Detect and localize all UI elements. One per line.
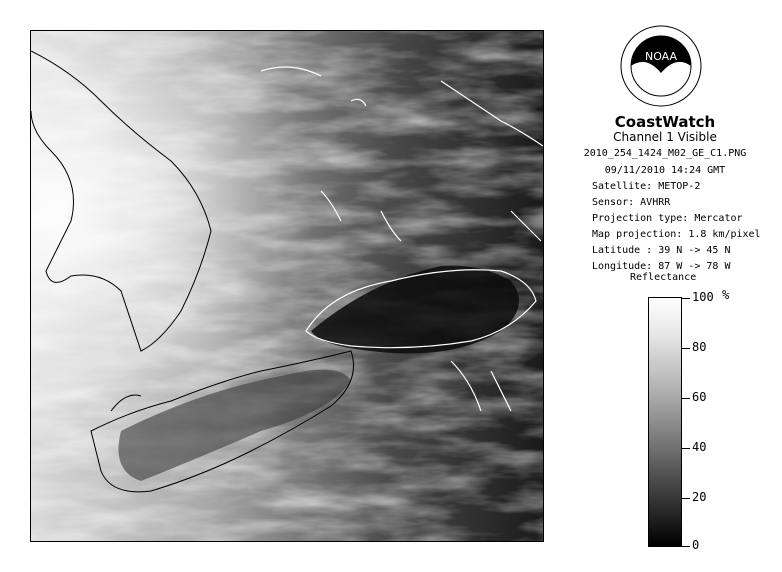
tick-label-0: 0: [692, 538, 700, 552]
filename: 2010_254_1424_M02_GE_C1.PNG: [583, 148, 747, 159]
noaa-logo-icon: [620, 25, 702, 107]
satellite-image: [30, 30, 544, 542]
tick-label-40: 40: [692, 440, 707, 454]
map-projection: Map projection: 1.8 km/pixel: [592, 229, 761, 240]
satellite-image-svg: [31, 31, 543, 541]
tick-mark: [682, 498, 690, 499]
legend-unit: %: [722, 288, 730, 302]
datetime: 09/11/2010 14:24 GMT: [604, 165, 726, 176]
tick-label-60: 60: [692, 390, 707, 404]
sensor: Sensor: AVHRR: [592, 197, 671, 208]
tick-label-80: 80: [692, 340, 707, 354]
logo-text: NOAA: [644, 50, 678, 63]
tick-mark: [682, 448, 690, 449]
tick-label-20: 20: [692, 490, 707, 504]
tick-mark: [682, 546, 690, 547]
satellite: Satellite: METOP-2: [592, 181, 701, 192]
tick-mark: [682, 398, 690, 399]
panel-subtitle: Channel 1 Visible: [613, 130, 717, 144]
longitude: Longitude: 87 W -> 78 W: [592, 261, 731, 272]
panel-title: CoastWatch: [614, 113, 716, 131]
tick-mark: [682, 298, 690, 299]
tick-label-100: 100: [692, 290, 714, 304]
reflectance-colorbar: [648, 297, 682, 547]
legend-title: Reflectance: [630, 272, 697, 283]
tick-mark: [682, 348, 690, 349]
latitude: Latitude : 39 N -> 45 N: [592, 245, 731, 256]
projection-type: Projection type: Mercator: [592, 213, 743, 224]
